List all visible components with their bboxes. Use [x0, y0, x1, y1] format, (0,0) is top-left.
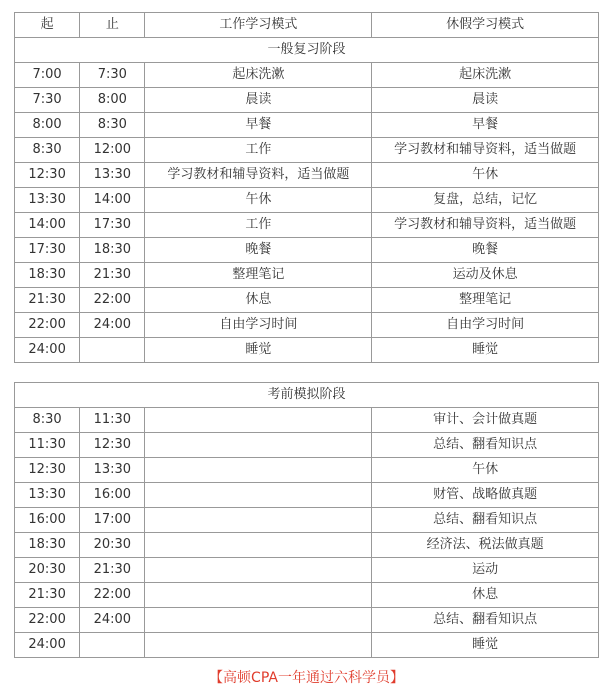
table-row	[15, 633, 599, 658]
end-time-cell: 21:30	[80, 558, 145, 583]
work-mode-cell	[145, 583, 372, 608]
end-time-cell: 12:00	[80, 138, 145, 163]
end-time-cell: 8:00	[80, 88, 145, 113]
table-row	[15, 408, 599, 433]
start-time-cell: 7:30	[15, 88, 80, 113]
end-time-cell: 24:00	[80, 608, 145, 633]
header-row	[15, 13, 599, 38]
end-time-cell: 17:30	[80, 213, 145, 238]
table-row	[15, 338, 599, 363]
start-time-cell: 11:30	[15, 433, 80, 458]
holiday-mode-cell: 学习教材和辅导资料，适当做题	[372, 138, 599, 163]
start-time-cell: 22:00	[15, 608, 80, 633]
end-time-cell: 21:30	[80, 263, 145, 288]
start-time-cell: 12:30	[15, 458, 80, 483]
start-time-cell: 18:30	[15, 533, 80, 558]
header-start: 起	[15, 13, 80, 38]
table-row	[15, 113, 599, 138]
end-time-cell: 7:30	[80, 63, 145, 88]
holiday-mode-cell: 午休	[372, 163, 599, 188]
work-mode-cell: 工作	[145, 213, 372, 238]
holiday-mode-cell: 早餐	[372, 113, 599, 138]
work-mode-cell: 休息	[145, 288, 372, 313]
header-holiday-mode: 休假学习模式	[372, 13, 599, 38]
start-time-cell: 21:30	[15, 583, 80, 608]
holiday-mode-cell: 审计、会计做真题	[372, 408, 599, 433]
work-mode-cell: 整理笔记	[145, 263, 372, 288]
start-time-cell: 13:30	[15, 188, 80, 213]
holiday-mode-cell: 起床洗漱	[372, 63, 599, 88]
table-row	[15, 558, 599, 583]
work-mode-cell	[145, 508, 372, 533]
table-row	[15, 313, 599, 338]
footer-caption: 【高顿CPA一年通过六科学员】	[209, 670, 404, 686]
holiday-mode-cell: 运动	[372, 558, 599, 583]
section-title-row	[15, 38, 599, 63]
end-time-cell: 12:30	[80, 433, 145, 458]
start-time-cell: 17:30	[15, 238, 80, 263]
holiday-mode-cell: 总结、翻看知识点	[372, 433, 599, 458]
section-title-exam-simulation: 考前模拟阶段	[15, 383, 599, 408]
start-time-cell: 24:00	[15, 633, 80, 658]
end-time-cell: 22:00	[80, 583, 145, 608]
work-mode-cell: 工作	[145, 138, 372, 163]
start-time-cell: 7:00	[15, 63, 80, 88]
general-review-schedule-table	[14, 12, 599, 363]
start-time-cell: 20:30	[15, 558, 80, 583]
work-mode-cell: 晚餐	[145, 238, 372, 263]
header-end: 止	[80, 13, 145, 38]
start-time-cell: 8:00	[15, 113, 80, 138]
table-row	[15, 533, 599, 558]
section-title-general-review: 一般复习阶段	[15, 38, 599, 63]
work-mode-cell	[145, 533, 372, 558]
work-mode-cell	[145, 408, 372, 433]
holiday-mode-cell: 晚餐	[372, 238, 599, 263]
table-row	[15, 483, 599, 508]
start-time-cell: 21:30	[15, 288, 80, 313]
table-row	[15, 213, 599, 238]
start-time-cell: 13:30	[15, 483, 80, 508]
holiday-mode-cell: 经济法、税法做真题	[372, 533, 599, 558]
start-time-cell: 22:00	[15, 313, 80, 338]
exam-simulation-schedule-table	[14, 382, 599, 658]
table-row	[15, 88, 599, 113]
table-row	[15, 433, 599, 458]
table-row	[15, 508, 599, 533]
end-time-cell: 14:00	[80, 188, 145, 213]
end-time-cell	[80, 338, 145, 363]
table-row	[15, 238, 599, 263]
holiday-mode-cell: 睡觉	[372, 338, 599, 363]
work-mode-cell	[145, 483, 372, 508]
table-row	[15, 138, 599, 163]
holiday-mode-cell: 财管、战略做真题	[372, 483, 599, 508]
end-time-cell: 20:30	[80, 533, 145, 558]
table-row	[15, 583, 599, 608]
end-time-cell: 18:30	[80, 238, 145, 263]
work-mode-cell	[145, 633, 372, 658]
section-title-row	[15, 383, 599, 408]
holiday-mode-cell: 睡觉	[372, 633, 599, 658]
table-row	[15, 608, 599, 633]
work-mode-cell: 自由学习时间	[145, 313, 372, 338]
holiday-mode-cell: 午休	[372, 458, 599, 483]
work-mode-cell: 睡觉	[145, 338, 372, 363]
start-time-cell: 18:30	[15, 263, 80, 288]
end-time-cell: 24:00	[80, 313, 145, 338]
start-time-cell: 8:30	[15, 138, 80, 163]
holiday-mode-cell: 自由学习时间	[372, 313, 599, 338]
holiday-mode-cell: 学习教材和辅导资料，适当做题	[372, 213, 599, 238]
end-time-cell: 13:30	[80, 163, 145, 188]
holiday-mode-cell: 休息	[372, 583, 599, 608]
end-time-cell: 22:00	[80, 288, 145, 313]
work-mode-cell	[145, 458, 372, 483]
table-row	[15, 163, 599, 188]
work-mode-cell: 午休	[145, 188, 372, 213]
work-mode-cell: 起床洗漱	[145, 63, 372, 88]
start-time-cell: 12:30	[15, 163, 80, 188]
work-mode-cell: 晨读	[145, 88, 372, 113]
end-time-cell: 13:30	[80, 458, 145, 483]
work-mode-cell: 学习教材和辅导资料，适当做题	[145, 163, 372, 188]
holiday-mode-cell: 晨读	[372, 88, 599, 113]
holiday-mode-cell: 复盘，总结，记忆	[372, 188, 599, 213]
end-time-cell	[80, 633, 145, 658]
start-time-cell: 14:00	[15, 213, 80, 238]
holiday-mode-cell: 总结、翻看知识点	[372, 508, 599, 533]
work-mode-cell	[145, 608, 372, 633]
end-time-cell: 8:30	[80, 113, 145, 138]
work-mode-cell	[145, 433, 372, 458]
holiday-mode-cell: 总结、翻看知识点	[372, 608, 599, 633]
table-row	[15, 288, 599, 313]
table-row	[15, 458, 599, 483]
header-work-mode: 工作学习模式	[145, 13, 372, 38]
start-time-cell: 8:30	[15, 408, 80, 433]
start-time-cell: 16:00	[15, 508, 80, 533]
table-row	[15, 263, 599, 288]
holiday-mode-cell: 整理笔记	[372, 288, 599, 313]
start-time-cell: 24:00	[15, 338, 80, 363]
end-time-cell: 17:00	[80, 508, 145, 533]
table-row	[15, 63, 599, 88]
holiday-mode-cell: 运动及休息	[372, 263, 599, 288]
work-mode-cell	[145, 558, 372, 583]
end-time-cell: 11:30	[80, 408, 145, 433]
work-mode-cell: 早餐	[145, 113, 372, 138]
table-row	[15, 188, 599, 213]
end-time-cell: 16:00	[80, 483, 145, 508]
